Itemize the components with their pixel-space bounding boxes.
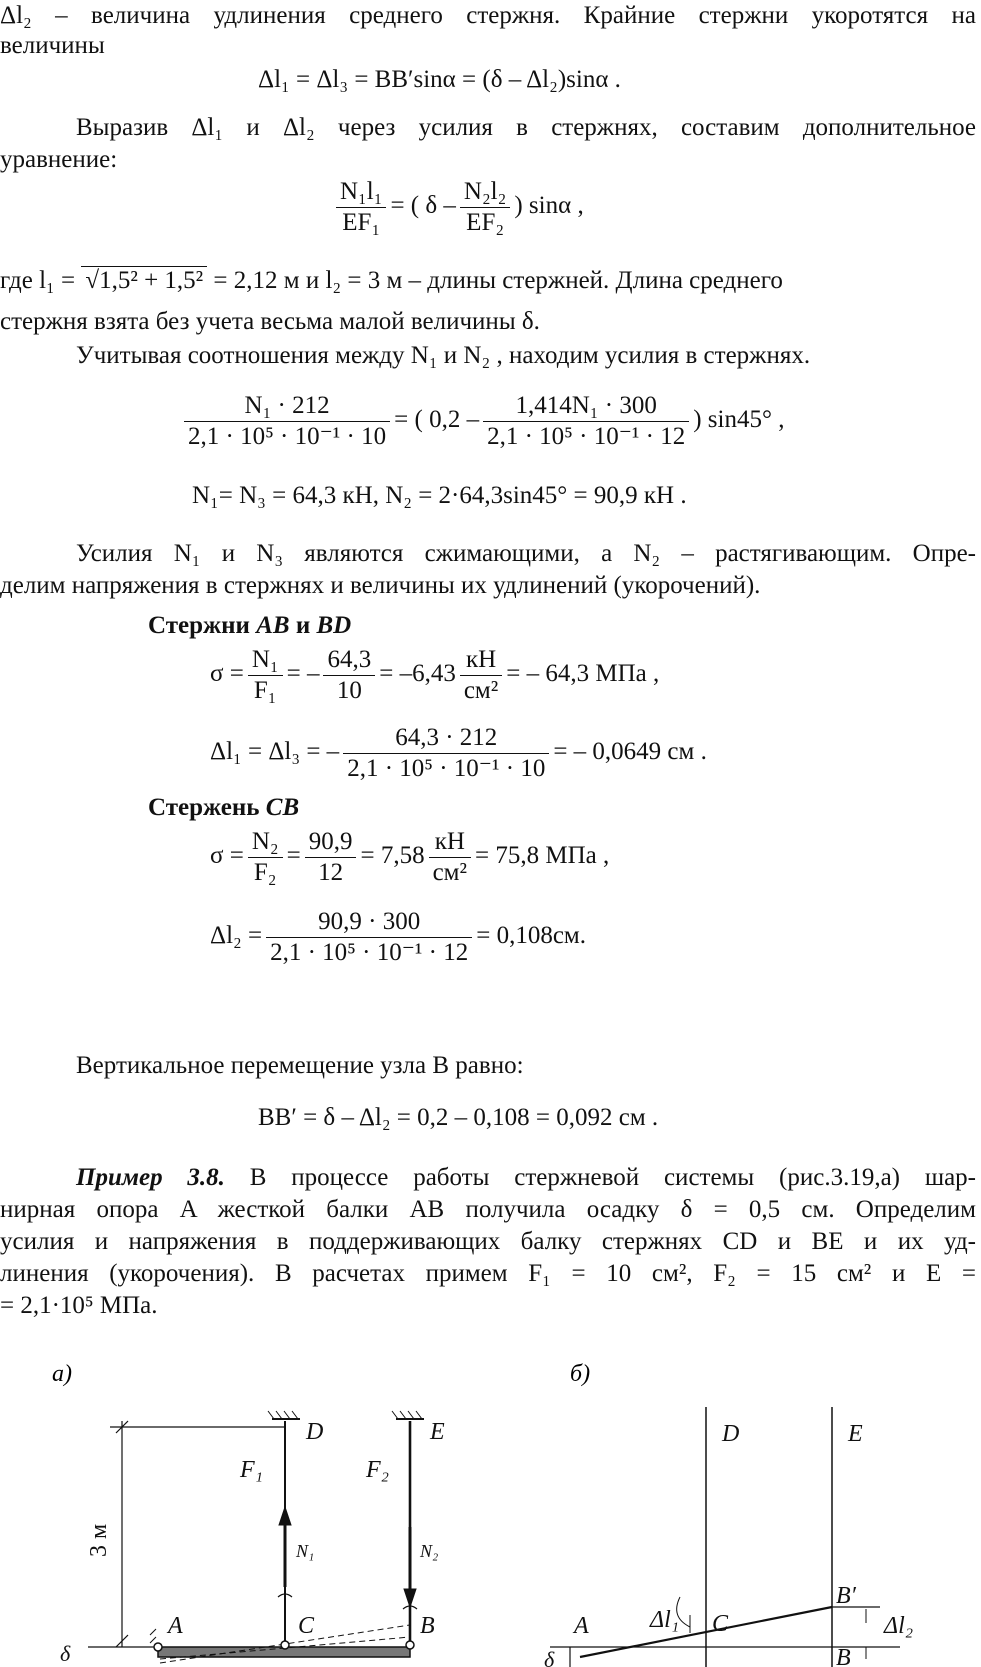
label-F1: F₁	[240, 1457, 264, 1483]
equation: σ = $\frac{\text{N₁}}{\text{F₁}}$ = – $\frac{64,3}{10}$ = –6,43 $\frac{кН}{\text{см²}}$ = – 64,3 МПа ,	[210, 645, 660, 704]
text-line: линения (укорочения). В расчетах примем F₁ = 10 см², F₂ = 15 см² и E =	[0, 1260, 976, 1287]
label-D: D	[306, 1419, 324, 1445]
figure-3-19	[0, 1347, 981, 1667]
label-N2: N₂	[420, 1541, 439, 1561]
fraction: $\frac{\text{N₂l₂}}{\text{EF₂}}$	[460, 177, 510, 238]
label-dl2: Δl₂	[884, 1613, 914, 1639]
label-B: B	[836, 1645, 851, 1667]
text-line: нирная опора A жесткой балки AB получила осадку δ = 0,5 см. Определим	[0, 1196, 976, 1223]
panel-a	[88, 1411, 424, 1663]
label-F2: F₂	[366, 1457, 390, 1483]
equation: Δl₂ = $\frac{90,9 \cdot 300}{\text{2,1 · 10⁵ · 10⁻¹ · 12}}$ = 0,108см.	[210, 907, 586, 966]
label-C: C	[298, 1613, 315, 1639]
text-line: Учитывая соотношения между N₁ и N₂ , находим усилия в стержнях.	[76, 342, 811, 369]
label-Bprime: B′	[836, 1583, 856, 1609]
label-C: C	[712, 1611, 729, 1637]
section-heading: Стержни AB и BD	[148, 612, 352, 639]
equation: N₁= N₃ = 64,3 кН, N₂ = 2·64,3sin45° = 90,9 кН .	[192, 482, 687, 509]
text-line: = 2,1·10⁵ МПа.	[0, 1292, 158, 1319]
label-A: A	[168, 1613, 183, 1639]
label-delta: δ	[544, 1647, 555, 1667]
text-line: стержня взята без учета весьма малой величины δ.	[0, 308, 540, 335]
text-line: где l₁ = √1,5² + 1,5² = 2,12 м и l₂ = 3 м – длины стержней. Длина среднего	[0, 267, 783, 294]
label-delta: δ	[60, 1641, 71, 1666]
label-A: A	[574, 1613, 589, 1639]
fig-label-b: б)	[570, 1361, 591, 1387]
text-line: усилия и напряжения в поддерживающих балку стержнях CD и BE и их уд-	[0, 1228, 976, 1255]
text-line: Выразив Δl₁ и Δl₂ через усилия в стержнях, составим дополнительное	[76, 114, 976, 141]
equation: $\frac{\text{N₁ · 212}}{\text{2,1 · 10⁵ · 10⁻¹ · 10}}$ = ( 0,2 – $\frac{\text{1,414N₁ · 300}}{\text{2,1 · 10⁵ · 10⁻¹ · 12}}$ ) sin45° ,	[180, 390, 784, 452]
text-line: величины	[0, 32, 105, 59]
panel-b-labels	[544, 1421, 913, 1667]
label-dl1: Δl₁	[650, 1607, 680, 1633]
equation: Δl₁ = Δl₃ = BB′sinα = (δ – Δl₂)sinα .	[258, 66, 621, 93]
text-line: Δl₂ – величина удлинения среднего стержня. Крайние стержни укоротятся на	[0, 2, 976, 29]
panel-a-labels	[60, 1419, 445, 1666]
text-line: Пример 3.8. В процессе работы стержневой системы (рис.3.19,а) шар-	[76, 1164, 976, 1191]
equation: Δl₁ = Δl₃ = – $\frac{64,3 \cdot 212}{\text{2,1 · 10⁵ · 10⁻¹ · 10}}$ = – 0,0649 см .	[210, 723, 707, 782]
dimension-label: 3 м	[86, 1523, 112, 1557]
equation: BB′ = δ – Δl₂ = 0,2 – 0,108 = 0,092 см .	[258, 1104, 659, 1131]
fraction: $\frac{\text{N₁l₁}}{\text{EF₁}}$	[336, 177, 386, 238]
text-line: уравнение:	[0, 146, 118, 173]
label-B: B	[420, 1613, 435, 1639]
label-D: D	[722, 1421, 740, 1447]
label-N1: N₁	[296, 1541, 315, 1561]
label-E: E	[430, 1419, 445, 1445]
equation: $\frac{\text{N₁l₁}}{\text{EF₁}}$ = ( δ – $\frac{\text{N₂l₂}}{\text{EF₂}}$ ) sinα ,	[332, 176, 584, 238]
fraction: $\frac{\text{1,414N₁ · 300}}{\text{2,1 · 10⁵ · 10⁻¹ · 12}}$	[483, 391, 689, 452]
text-line: делим напряжения в стержнях и величины их удлинений (укорочений).	[0, 572, 761, 599]
section-heading: Стержень CB	[148, 794, 300, 821]
fig-label-a: а)	[52, 1361, 72, 1387]
label-E: E	[848, 1421, 863, 1447]
text-line: Вертикальное перемещение узла B равно:	[76, 1052, 524, 1079]
fraction: $\frac{\text{N₁ · 212}}{\text{2,1 · 10⁵ · 10⁻¹ · 10}}$	[184, 391, 390, 452]
equation: σ = $\frac{\text{N₂}}{\text{F₂}}$ = $\frac{90,9}{12}$ = 7,58 $\frac{кН}{\text{см²}}$ = 75,8 МПа ,	[210, 827, 610, 886]
text-line: Усилия N₁ и N₃ являются сжимающими, а N₂ – растягивающим. Опре-	[76, 540, 976, 567]
